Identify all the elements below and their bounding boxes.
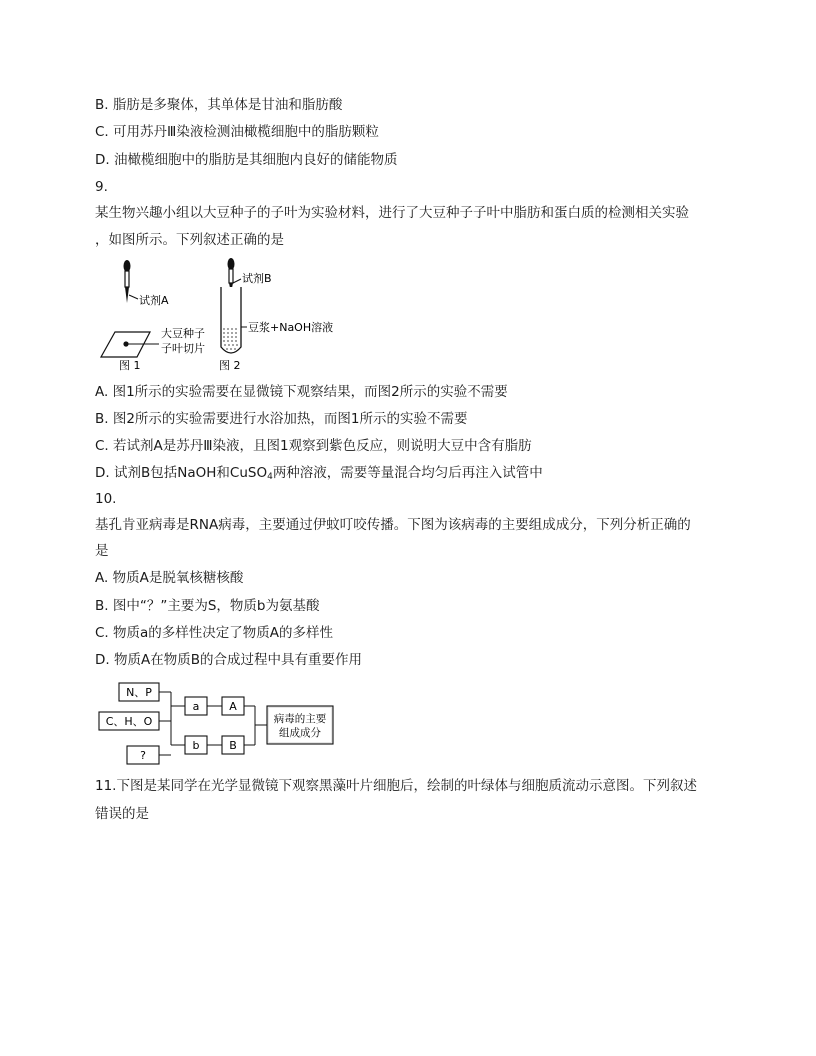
polymer-a: A	[229, 700, 237, 713]
q9-option-a: A. 图1所示的实验需要在显微镜下观察结果，而图2所示的实验不需要	[95, 384, 508, 400]
q9-option-d-post: 两种溶液，需要等量混合均匀后再注入试管中	[272, 465, 543, 481]
reagent-b-label: 试剂B	[242, 272, 272, 285]
q10-number: 10.	[95, 491, 117, 507]
q10-stem-line1: 基孔肯亚病毒是RNA病毒，主要通过伊蚊叮咬传播。下图为该病毒的主要组成成分，下列分析正确的	[95, 517, 691, 533]
element-unknown: ?	[140, 749, 146, 762]
q10-option-b: B. 图中“？”主要为S，物质b为氨基酸	[95, 598, 320, 614]
result-line-1: 病毒的主要	[273, 713, 327, 725]
monomer-a: a	[192, 700, 200, 713]
element-np: N、P	[126, 686, 152, 699]
test-tube	[221, 287, 241, 353]
q10-option-d: D. 物质A在物质B的合成过程中具有重要作用	[95, 652, 362, 668]
q8-option-c: C. 可用苏丹Ⅲ染液检测油橄榄细胞中的脂肪颗粒	[95, 124, 379, 140]
sample-label-2: 子叶切片	[161, 342, 205, 355]
q10-stem-line2: 是	[95, 543, 109, 559]
q9-option-d	[95, 463, 543, 487]
dropper-icon	[124, 260, 131, 303]
q10-option-a: A. 物质A是脱氧核糖核酸	[95, 570, 244, 586]
reagent-a-label: 试剂A	[139, 294, 169, 307]
result-line-2: 组成成分	[279, 727, 321, 739]
polymer-b: B	[229, 739, 237, 752]
q10-option-c: C. 物质a的多样性决定了物质A的多样性	[95, 625, 334, 641]
element-cho: C、H、O	[105, 715, 153, 728]
fig2-caption: 图 2	[219, 359, 241, 372]
q8-option-b: B. 脂肪是多聚体，其单体是甘油和脂肪酸	[95, 97, 343, 113]
q9-option-b: B. 图2所示的实验需要进行水浴加热，而图1所示的实验不需要	[95, 411, 468, 427]
q9-option-c: C. 若试剂A是苏丹Ⅲ染液，且图1观察到紫色反应，则说明大豆中含有脂肪	[95, 438, 532, 454]
q9-stem-line1: 某生物兴趣小组以大豆种子的子叶为实验材料，进行了大豆种子子叶中脂肪和蛋白质的检测相关实验	[95, 205, 689, 221]
sample-label-1: 大豆种子	[161, 327, 205, 340]
q11-stem-line1: 11.下图是某同学在光学显微镜下观察黑藻叶片细胞后，绘制的叶绿体与细胞质流动示意图。下列叙述	[95, 778, 697, 794]
fig1-caption: 图 1	[119, 359, 141, 372]
q9-option-d-subscript: 4	[267, 472, 273, 482]
monomer-b: b	[192, 739, 200, 752]
q10-diagram	[95, 680, 345, 770]
q11-stem-line2: 错误的是	[95, 806, 149, 822]
q9-option-d-pre: D. 试剂B包括NaOH和CuSO	[95, 465, 268, 481]
q9-stem-line2: ，如图所示。下列叙述正确的是	[95, 232, 284, 248]
q9-figure	[95, 255, 355, 375]
q9-number: 9.	[95, 179, 108, 195]
q8-option-d: D. 油橄榄细胞中的脂肪是其细胞内良好的储能物质	[95, 152, 398, 168]
tube-label: 豆浆+NaOH溶液	[248, 321, 334, 334]
